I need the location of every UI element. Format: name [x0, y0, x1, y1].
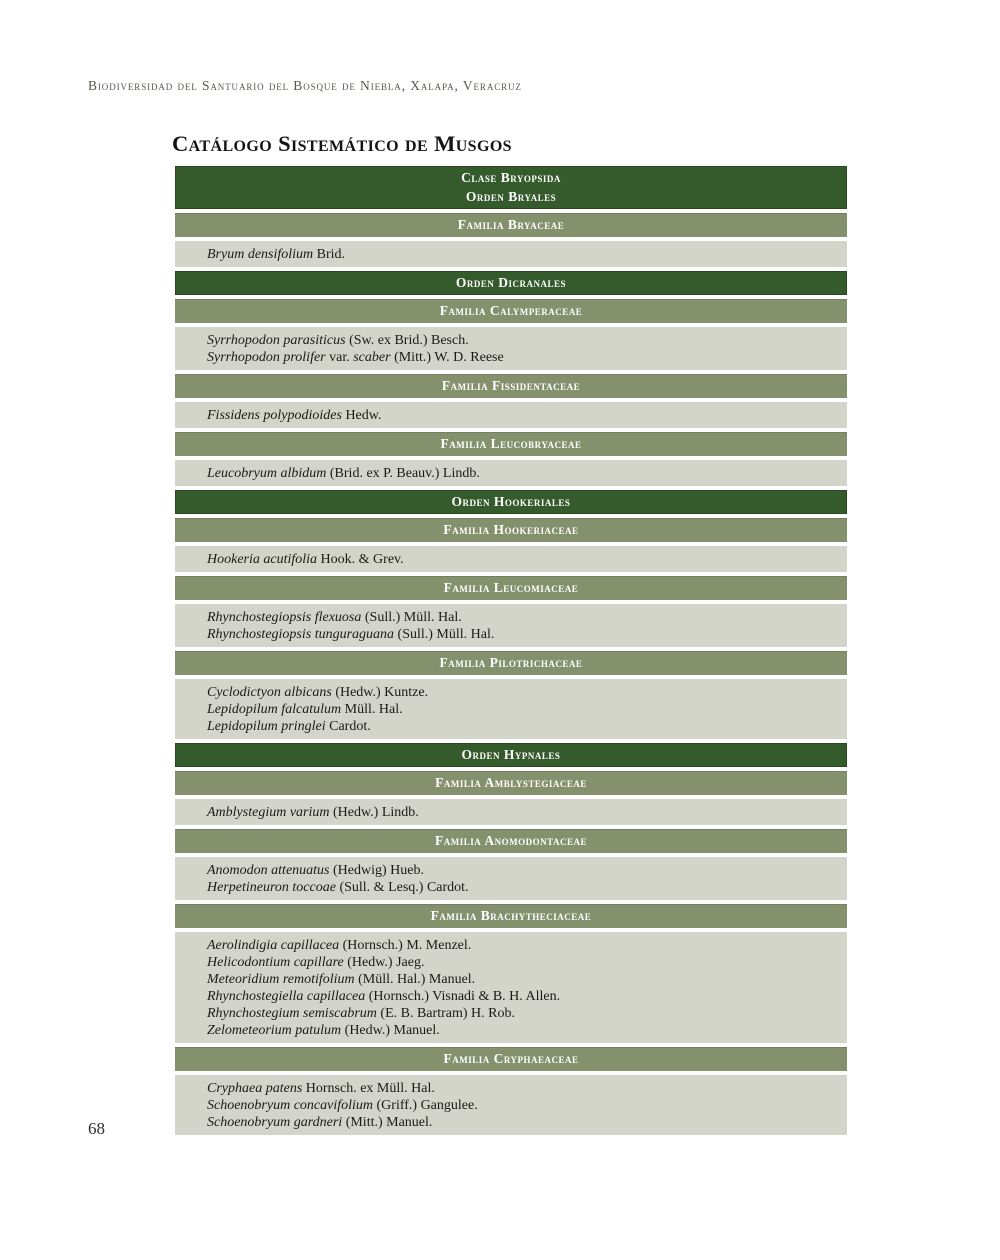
band-label: Familia Pilotrichaceae	[439, 655, 583, 670]
species-block	[175, 932, 847, 1043]
author-citation: (Hornsch.) Visnadi & B. H. Allen.	[365, 988, 561, 1004]
taxon-name: Lepidopilum pringlei	[207, 718, 326, 734]
species-block	[175, 402, 847, 428]
species-entry	[207, 1114, 837, 1131]
species-block	[175, 679, 847, 739]
species-entry	[207, 246, 837, 263]
band-label: Orden Hypnales	[461, 747, 561, 762]
band-label: Familia Brachytheciaceae	[430, 908, 592, 923]
taxon-name: Rhynchostegiella capillacea	[207, 988, 366, 1004]
author-citation: Cardot.	[325, 718, 371, 734]
taxon-name: Syrrhopodon prolifer	[207, 349, 326, 365]
species-entry	[207, 937, 837, 954]
author-citation: (Hedw.) Lindb.	[329, 804, 419, 820]
species-block	[175, 327, 847, 370]
band-label: Familia Cryphaeaceae	[443, 1051, 579, 1066]
species-entry	[207, 1097, 837, 1114]
species-entry	[207, 879, 837, 896]
taxon-name: Schoenobryum gardneri	[207, 1114, 343, 1130]
page-number: 68	[88, 1119, 105, 1138]
band-label: Familia Bryaceae	[457, 217, 565, 232]
author-citation: (Sw. ex Brid.) Besch.	[345, 332, 469, 348]
band-label: Clase Bryopsida	[461, 170, 561, 185]
taxon-name: Herpetineuron toccoae	[207, 879, 336, 895]
family-band	[175, 904, 847, 928]
family-band	[175, 432, 847, 456]
taxon-name: Cyclodictyon albicans	[207, 684, 332, 700]
author-citation: Hornsch. ex Müll. Hal.	[302, 1080, 435, 1096]
species-entry	[207, 1080, 837, 1097]
author-citation: (Hedw.) Kuntze.	[331, 684, 429, 700]
author-citation: (Hedw.) Jaeg.	[343, 954, 425, 970]
taxon-name: Bryum densifolium	[207, 246, 314, 262]
taxon-name: Rhynchostegiopsis tunguraguana	[207, 626, 395, 642]
family-band	[175, 213, 847, 237]
author-citation: (Hornsch.) M. Menzel.	[339, 937, 472, 953]
species-entry	[207, 349, 837, 366]
order-band	[175, 490, 847, 514]
author-citation: Brid.	[313, 246, 346, 262]
taxon-name: Leucobryum albidum	[207, 465, 327, 481]
author-citation: (Sull.) Müll. Hal.	[361, 609, 462, 625]
author-citation: (Hedw.) Manuel.	[341, 1022, 440, 1038]
author-citation: (Müll. Hal.) Manuel.	[354, 971, 476, 987]
taxon-name: Rhynchostegiopsis flexuosa	[207, 609, 362, 625]
page-title: Catálogo Sistemático de Musgos	[172, 131, 512, 156]
band-label: Familia Hookeriaceae	[443, 522, 579, 537]
band-label: Orden Dicranales	[455, 275, 567, 290]
author-citation: (Hedwig) Hueb.	[329, 862, 424, 878]
taxon-name: Schoenobryum concavifolium	[207, 1097, 374, 1113]
band-label: Orden Hookeriales	[451, 494, 571, 509]
running-header: Biodiversidad del Santuario del Bosque de Niebla, Xalapa, Veracruz	[88, 78, 522, 93]
taxon-name: Zelometeorium patulum	[207, 1022, 342, 1038]
taxon-name: Syrrhopodon parasiticus	[207, 332, 346, 348]
species-entry	[207, 465, 837, 482]
author-citation: (E. B. Bartram) H. Rob.	[376, 1005, 515, 1021]
taxon-name: Amblystegium varium	[207, 804, 330, 820]
species-entry	[207, 332, 837, 349]
band-label: Orden Bryales	[465, 189, 557, 204]
author-citation: var.	[325, 349, 354, 365]
species-block	[175, 604, 847, 647]
species-block	[175, 241, 847, 267]
taxon-name: Cryphaea patens	[207, 1080, 303, 1096]
author-citation: (Brid. ex P. Beauv.) Lindb.	[326, 465, 480, 481]
taxon-name: Meteoridium remotifolium	[207, 971, 355, 987]
species-entry	[207, 609, 837, 626]
taxon-name: scaber	[353, 349, 391, 365]
author-citation: Hook. & Grev.	[317, 551, 404, 567]
author-citation: (Sull. & Lesq.) Cardot.	[335, 879, 469, 895]
author-citation: (Mitt.) Manuel.	[342, 1114, 433, 1130]
species-entry	[207, 1022, 837, 1039]
species-entry	[207, 407, 837, 424]
band-label: Familia Amblystegiaceae	[435, 775, 587, 790]
band-label: Familia Leucomiaceae	[443, 580, 579, 595]
species-block	[175, 460, 847, 486]
taxon-name: Aerolindigia capillacea	[207, 937, 340, 953]
family-band	[175, 299, 847, 323]
family-band	[175, 576, 847, 600]
species-block	[175, 1075, 847, 1135]
taxon-name: Helicodontium capillare	[207, 954, 344, 970]
species-entry	[207, 551, 837, 568]
species-entry	[207, 684, 837, 701]
family-band	[175, 651, 847, 675]
species-entry	[207, 626, 837, 643]
taxon-name: Lepidopilum falcatulum	[207, 701, 342, 717]
taxon-name: Hookeria acutifolia	[207, 551, 318, 567]
taxon-name: Anomodon attenuatus	[207, 862, 330, 878]
species-entry	[207, 701, 837, 718]
species-entry	[207, 988, 837, 1005]
species-block	[175, 546, 847, 572]
order-band	[175, 743, 847, 767]
family-band	[175, 374, 847, 398]
family-band	[175, 518, 847, 542]
band-label: Familia Fissidentaceae	[441, 378, 581, 393]
species-block	[175, 799, 847, 825]
family-band	[175, 829, 847, 853]
band-label: Familia Leucobryaceae	[440, 436, 582, 451]
taxon-name: Fissidens polypodioides	[207, 407, 342, 423]
taxon-name: Rhynchostegium semiscabrum	[207, 1005, 377, 1021]
family-band	[175, 771, 847, 795]
author-citation: (Griff.) Gangulee.	[373, 1097, 478, 1113]
band-label: Familia Anomodontaceae	[435, 833, 587, 848]
family-band	[175, 1047, 847, 1071]
author-citation: (Sull.) Müll. Hal.	[394, 626, 495, 642]
author-citation: Hedw.	[341, 407, 382, 423]
species-entry	[207, 804, 837, 821]
species-block	[175, 857, 847, 900]
species-entry	[207, 971, 837, 988]
species-entry	[207, 1005, 837, 1022]
species-entry	[207, 954, 837, 971]
author-citation: (Mitt.) W. D. Reese	[390, 349, 504, 365]
band-label: Familia Calymperaceae	[439, 303, 583, 318]
moss-catalog-table	[175, 166, 847, 1139]
species-entry	[207, 862, 837, 879]
author-citation: Müll. Hal.	[341, 701, 403, 717]
order-band	[175, 271, 847, 295]
class-order-band	[175, 166, 847, 209]
species-entry	[207, 718, 837, 735]
